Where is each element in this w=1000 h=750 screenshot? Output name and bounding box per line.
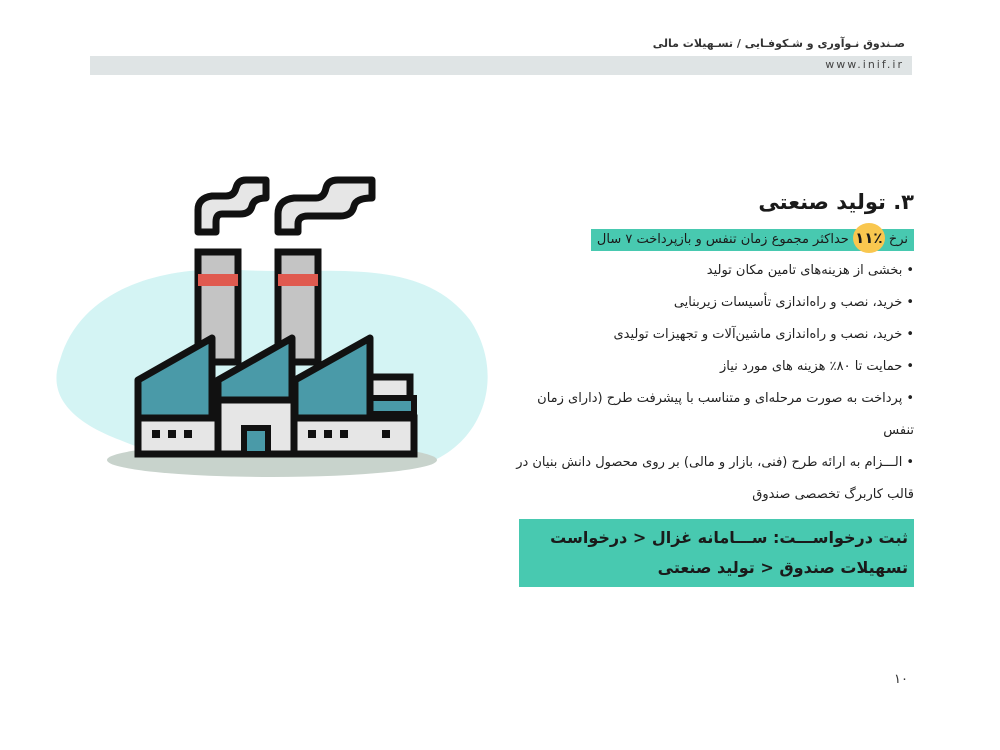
page-number: ۱۰ <box>894 672 908 687</box>
header-title: صـندوق نـوآوری و شـکوفـایی / تسـهیلات مالی <box>652 37 905 50</box>
list-item: • خرید، نصب و راه‌اندازی ماشین‌آلات و تجهیزات تولیدی <box>514 319 914 351</box>
feature-list <box>514 255 914 511</box>
list-item: • خرید، نصب و راه‌اندازی تأسیسات زیربنایی <box>514 287 914 319</box>
rate-prefix: نرخ <box>888 232 908 247</box>
factory-illustration <box>40 170 500 490</box>
section-content <box>514 190 914 587</box>
header-url[interactable]: www.inif.ir <box>825 58 904 71</box>
list-item: • بخشی از هزینه‌های تامین مکان تولید <box>514 255 914 287</box>
list-item: • حمایت تا ۸۰٪ هزینه های مورد نیاز <box>514 351 914 383</box>
application-path-box: ثبت درخواســـت: ســـامانه غزال < درخواست تسهیلات صندوق < تولید صنعتی <box>519 519 914 587</box>
list-item: • پرداخت به صورت مرحله‌ای و متناسب با پیشرفت طرح (دارای زمان تنفس <box>514 383 914 447</box>
factory-icon <box>40 170 500 490</box>
rate-badge: ۱۱٪ <box>853 223 885 253</box>
section-title: ۳. تولید صنعتی <box>758 190 914 214</box>
rate-suffix: حداکثر مجموع زمان تنفس و بازپرداخت ۷ سال <box>596 232 849 247</box>
list-item: • الـــزام به ارائه طرح (فنی، بازار و مالی) بر روی محصول دانش بنیان در قالب کاربرگ تخصصی صندوق <box>514 447 914 511</box>
header-bar <box>90 56 912 75</box>
rate-line <box>591 229 914 251</box>
